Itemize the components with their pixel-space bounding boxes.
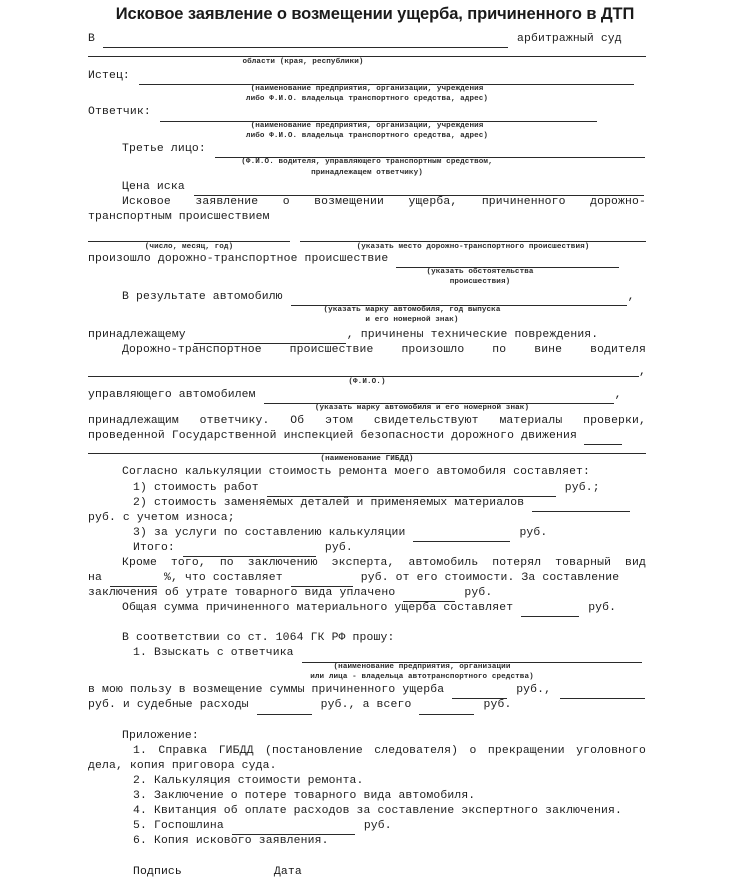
attachment-item-5-unit: руб. [363,820,392,833]
car-make-plate-hint: (указать марку автомобиля и его номерной знак) [314,404,530,413]
demand-1-hint-line2: или лица - владельца автотранспортного средства) [310,672,534,681]
claim-statement-line1: Исковое заявление о возмещении ущерба, причиненного дорожно- [122,196,646,209]
damage-caused-label: , причинены технические повреждения. [346,328,599,341]
date-label: Дата [273,866,302,879]
plaintiff-label: Истец: [88,69,130,82]
third-party-hint-line2: принадлежащем ответчику) [311,168,423,177]
belongs-defendant-line2: проведенной Государственной инспекцией безопасности дорожного движения [88,429,577,442]
third-party-input[interactable] [215,146,645,158]
page-title: Исковое заявление о возмещении ущерба, причиненного в ДТП [115,5,635,23]
demand-1-label: 1. Взыскать с ответчика [133,647,294,660]
defendant-hint-line2: либо Ф.И.О. владельца транспортного средства, адрес) [245,131,489,140]
claim-price-label: Цена иска [122,181,185,194]
third-party-label: Третье лицо: [122,143,206,156]
belongs-defendant-line1: принадлежащим ответчику. Об этом свидетельствуют материалы проверки, [88,414,646,427]
belonging-to-row [88,328,646,343]
calc-item-1-label: 1) стоимость работ [133,481,259,494]
in-my-favor-row [88,683,646,698]
market-value-mid: %, что составляет [163,572,283,585]
accident-fault-line: Дорожно-транспортное происшествие произошло по вине водителя [122,343,646,356]
court-name-input[interactable] [103,36,508,48]
date-place-hint-row [88,242,646,252]
signature-row [88,865,646,880]
date-parts-hint: (число, месяц, год) [144,242,234,251]
accident-place-hint: (указать место дорожно-транспортного происшествия) [356,242,590,251]
defendant-hint-line1: (наименование предприятия, организации, учреждения [250,121,484,130]
gibdd-name-hint: (наименование ГИБДД) [320,455,414,463]
fault-driver-comma: , [639,365,646,378]
calc-total-label: Итого: [133,541,175,554]
court-costs-label: руб. и судебные расходы [88,699,249,712]
region-hint: области (края, республики) [242,58,364,67]
attachments-heading: Приложение: [122,729,199,742]
circumstances-hint-line2: происшествия) [449,278,511,287]
market-value-suffix: руб. от его стоимости. За составление [360,572,620,585]
calc-item-3-row [88,526,646,541]
demand-1-input[interactable] [302,651,642,663]
third-party-row [88,142,646,157]
calc-item-2-row [88,496,646,511]
claim-statement-line2: транспортным происшествием [88,211,270,224]
fault-driver-rule-row [88,367,646,377]
claim-price-row [88,180,646,195]
as-result-row [88,290,646,305]
attachment-item-6: 6. Копия искового заявления. [133,835,329,848]
car-make-hint-line1: (указать марку автомобиля, год выпуска [323,305,501,314]
calc-item-3-label: 3) за услуги по составлению калькуляции [133,526,406,539]
belonging-to-label: принадлежащему [88,328,186,341]
attachment-item-5-label: 5. Госпошлина [133,820,224,833]
driving-car-comma: , [614,389,622,402]
document-body [88,32,646,880]
calc-item-1-row [88,481,646,496]
calculation-intro: Согласно калькуляции стоимость ремонта моего автомобиля составляет: [122,466,591,479]
demand-1-hint-line1: (наименование предприятия, организации [333,662,511,671]
circumstances-hint-line1: (указать обстоятельства [426,268,534,276]
market-value-prefix: на [88,572,102,585]
attachment-item-5-row [88,819,646,834]
demand-1-row [88,646,646,661]
as-result-label: В результате автомобилю [122,290,283,303]
calc-item-2-label: 2) стоимость заменяемых деталей и применяемых материалов [133,496,525,509]
expert-report-label: заключения об утрате товарного вида уплачено [88,587,396,600]
circumstances-input[interactable] [396,256,619,268]
driven-car-input[interactable] [264,392,614,404]
car-make-hint-line2: и его номерной знак) [365,316,459,325]
occurred-row [88,252,646,267]
calc-total-row [88,541,646,556]
court-costs-mid: руб., а всего [320,699,412,712]
calc-item-1-unit: руб.; [564,481,600,494]
damaged-car-input[interactable] [291,294,627,306]
attachment-item-1-line2: дела, копия приговора суда. [88,759,277,772]
driving-car-label: управляющего автомобилем [88,389,256,402]
fio-hint: (Ф.И.О.) [348,377,386,386]
as-result-comma: , [627,290,635,303]
in-my-favor-label: в мою пользу в возмещение суммы причиненного ущерба [88,684,445,697]
market-value-line3-row [88,586,646,601]
total-damage-label: Общая сумма причиненного материального ущерба составляет [122,602,514,615]
driving-car-row [88,388,646,403]
belongs-defendant-line2-row [88,429,646,444]
gibdd-inline-input[interactable] [584,433,622,445]
court-costs-unit: руб. [483,699,512,712]
expert-report-unit: руб. [464,587,493,600]
plaintiff-input[interactable] [139,73,634,85]
defendant-label: Ответчик: [88,106,151,119]
third-party-hint-line1: (Ф.И.О. водителя, управляющего транспортным средством, [241,158,493,167]
court-costs-input[interactable] [257,703,312,715]
attachment-item-4: 4. Квитанция об оплате расходов за составление экспертного заключения. [133,805,622,817]
total-damage-row [88,601,646,616]
court-line-row [88,32,646,47]
defendant-input[interactable] [160,110,597,122]
plaintiff-hint-line2: либо Ф.И.О. владельца транспортного средства, адрес) [245,95,489,103]
total-damage-unit: руб. [588,602,617,615]
occurred-label: произошло дорожно-транспортное происшествие [88,252,389,265]
court-prefix-label: В [88,33,95,45]
court-costs-row [88,698,646,713]
in-my-favor-unit: руб., [516,684,552,697]
calc-item-2-cont: руб. с учетом износа; [88,511,235,524]
market-value-line1: Кроме того, по заключению эксперта, автомобиль потерял товарный вид [122,556,646,569]
market-value-line2-row [88,571,646,586]
calc-total-unit: руб. [324,541,353,554]
plaintiff-row [88,69,646,84]
total-damage-input[interactable] [521,605,579,617]
attachment-item-3: 3. Заключение о потере товарного вида автомобиля. [133,789,476,802]
legal-basis-line: В соответствии со ст. 1064 ГК РФ прошу: [122,632,395,645]
plaintiff-hint-line1: (наименование предприятия, организации, учреждения [250,84,484,93]
attachment-item-2: 2. Калькуляция стоимости ремонта. [133,774,364,787]
signature-label: Подпись [133,866,182,879]
attachment-item-1-line1: 1. Справка ГИБДД (постановление следователя) о прекращении уголовного [133,744,646,757]
court-suffix-label: арбитражный суд [517,33,622,45]
calc-item-3-unit: руб. [519,526,548,539]
defendant-row [88,105,646,120]
grand-total-input[interactable] [419,703,474,715]
